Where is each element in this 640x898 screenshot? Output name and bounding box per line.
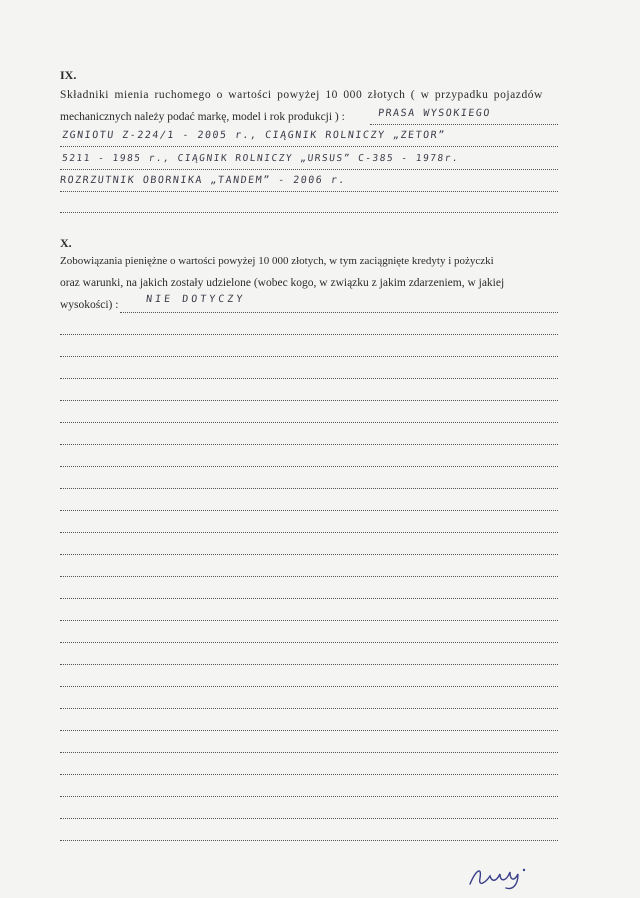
answer-line xyxy=(60,466,558,467)
answer-line xyxy=(60,444,558,445)
section-ix-question-line2: mechanicznych należy podać markę, model i rok produkcji ) : xyxy=(60,111,345,123)
answer-line xyxy=(60,191,558,192)
answer-line xyxy=(60,774,558,775)
answer-line xyxy=(60,686,558,687)
answer-line xyxy=(60,598,558,599)
answer-line xyxy=(60,752,558,753)
section-x-question-line1: Zobowiązania pieniężne o wartości powyżej 10 000 złotych, w tym zaciągnięte kredyty i pożyczki xyxy=(60,255,494,267)
answer-line xyxy=(60,378,558,379)
handwritten-answer-line1: PRASA WYSOKIEGO xyxy=(377,108,492,119)
section-ix-question-line1: Składniki mienia ruchomego o wartości powyżej 10 000 złotych ( w przypadku pojazdów xyxy=(60,89,543,101)
answer-line xyxy=(120,312,558,313)
handwritten-answer-line3: 5211 - 1985 r., CIĄGNIK ROLNICZY „URSUS” C-385 - 1978r. xyxy=(61,153,460,164)
answer-line xyxy=(60,730,558,731)
signature-icon xyxy=(466,860,546,892)
answer-line xyxy=(60,334,558,335)
answer-line xyxy=(60,664,558,665)
answer-line xyxy=(60,818,558,819)
handwritten-answer-x: NIE DOTYCZY xyxy=(145,294,246,305)
answer-line xyxy=(60,642,558,643)
answer-line xyxy=(60,422,558,423)
section-x-question-line2: oraz warunki, na jakich zostały udzielone (wobec kogo, w związku z jakim zdarzeniem, w jakiej xyxy=(60,277,505,289)
answer-line xyxy=(60,840,558,841)
answer-line xyxy=(60,212,558,213)
answer-line xyxy=(370,124,558,125)
answer-line xyxy=(60,488,558,489)
handwritten-answer-line4: ROZRZUTNIK OBORNIKA „TANDEM” - 2006 r. xyxy=(59,175,347,186)
answer-line xyxy=(60,620,558,621)
section-ix-title: IX. xyxy=(60,68,77,82)
section-x-title: X. xyxy=(60,236,72,250)
handwritten-answer-line2: ZGNIOTU Z-224/1 - 2005 r., CIĄGNIK ROLNICZY „ZETOR” xyxy=(61,130,447,141)
answer-line xyxy=(60,510,558,511)
answer-line xyxy=(60,708,558,709)
answer-line xyxy=(60,356,558,357)
answer-line xyxy=(60,532,558,533)
answer-line xyxy=(60,576,558,577)
answer-line xyxy=(60,146,558,147)
section-x-question-line3: wysokości) : xyxy=(60,299,119,311)
answer-line xyxy=(60,400,558,401)
answer-line xyxy=(60,169,558,170)
answer-line xyxy=(60,554,558,555)
answer-line xyxy=(60,796,558,797)
